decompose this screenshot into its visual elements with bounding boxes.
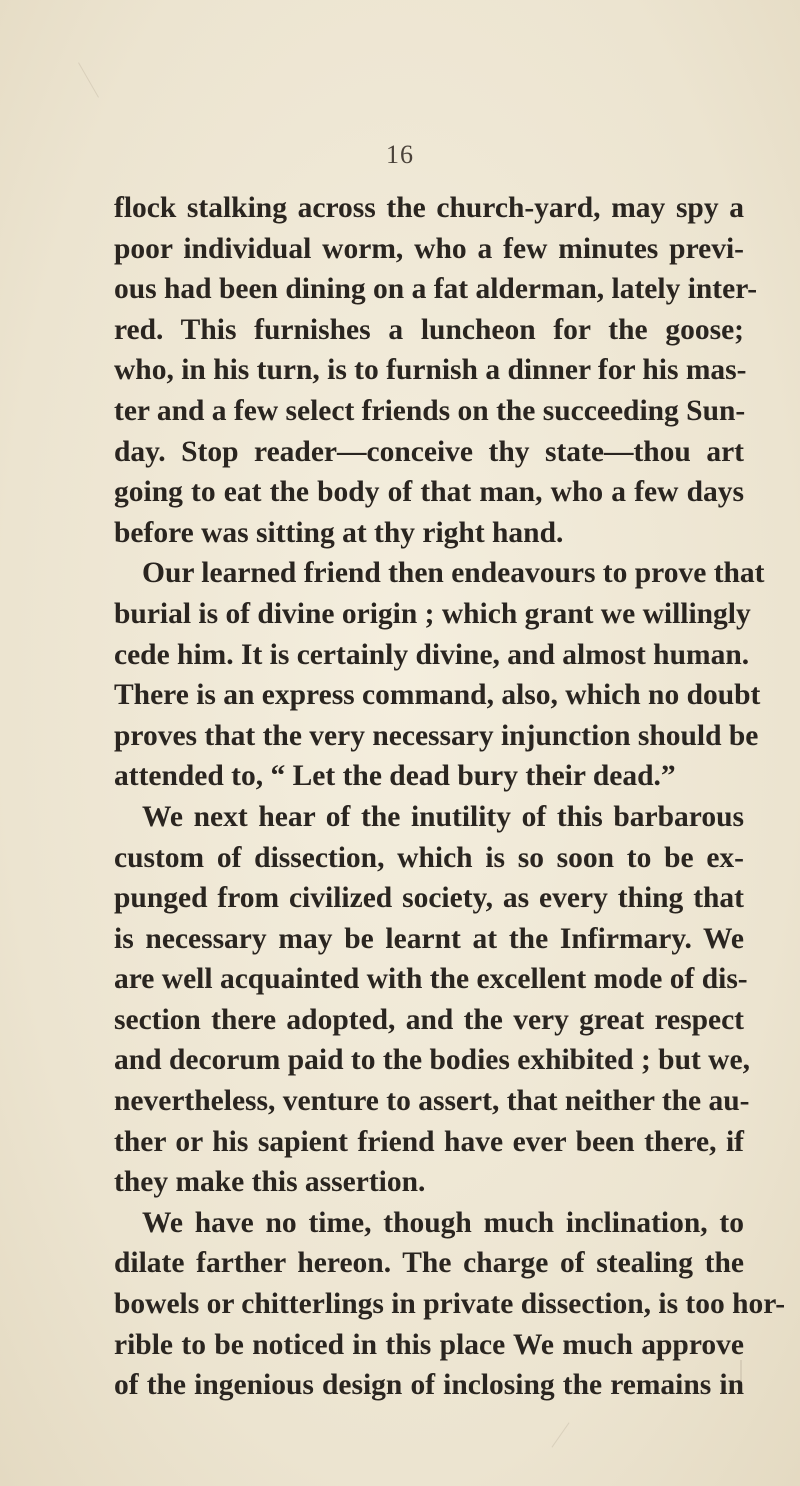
text-line: they make this assertion.: [114, 1166, 426, 1199]
text-line: We next hear of the inutility of this barbarous: [142, 800, 744, 833]
text-line: custom of dissection, which is so soon to be ex-: [114, 841, 744, 874]
scan-speck: [78, 62, 99, 97]
text-line: red. This furnishes a luncheon for the goose;: [114, 313, 744, 346]
text-line: nevertheless, venture to assert, that neither the au-: [114, 1085, 750, 1118]
text-line: going to eat the body of that man, who a few days: [114, 476, 744, 509]
text-line: who, in his turn, is to furnish a dinner for his mas-: [114, 354, 747, 387]
text-line: ter and a few select friends on the succeeding Sun-: [114, 394, 746, 427]
text-line: We have no time, though much inclination, to: [142, 1206, 744, 1239]
text-line: and decorum paid to the bodies exhibited ; but we,: [114, 1044, 750, 1077]
text-line: cede him. It is certainly divine, and almost human.: [114, 638, 750, 671]
text-line: burial is of divine origin ; which grant we willingly: [114, 597, 751, 630]
text-line: flock stalking across the church-yard, may spy a: [114, 192, 744, 224]
text-line: rible to be noticed in this place We much approve: [114, 1328, 744, 1361]
text-line: punged from civilized society, as every thing that: [114, 882, 744, 915]
text-line: There is an express command, also, which no doubt: [114, 679, 761, 712]
body-text: [114, 188, 786, 1406]
text-line: is necessary may be learnt at the Infirmary. We: [114, 922, 744, 955]
text-line: Our learned friend then endeavours to prove that: [142, 557, 765, 590]
text-line: section there adopted, and the very great respect: [114, 1003, 744, 1036]
text-line: poor individual worm, who a few minutes previ-: [114, 232, 744, 265]
text-line: ther or his sapient friend have ever been there, if: [114, 1125, 744, 1158]
text-line: bowels or chitterlings in private dissection, is too hor-: [114, 1288, 786, 1321]
text-line: of the ingenious design of inclosing the remains in: [114, 1369, 744, 1402]
page-number: 16: [386, 140, 414, 169]
text-line: before was sitting at thy right hand.: [114, 516, 564, 549]
text-line: ous had been dining on a fat alderman, lately inter-: [114, 273, 758, 306]
text-line: day. Stop reader—conceive thy state—thou art: [114, 435, 744, 468]
scan-speck: [551, 1422, 569, 1447]
text-line: dilate farther hereon. The charge of stealing the: [114, 1247, 744, 1280]
text-line: proves that the very necessary injunction should be: [114, 719, 759, 752]
text-line: are well acquainted with the excellent mode of dis-: [114, 963, 748, 996]
text-line: attended to, “ Let the dead bury their dead.”: [114, 760, 676, 793]
scan-speck: [740, 1360, 742, 1382]
